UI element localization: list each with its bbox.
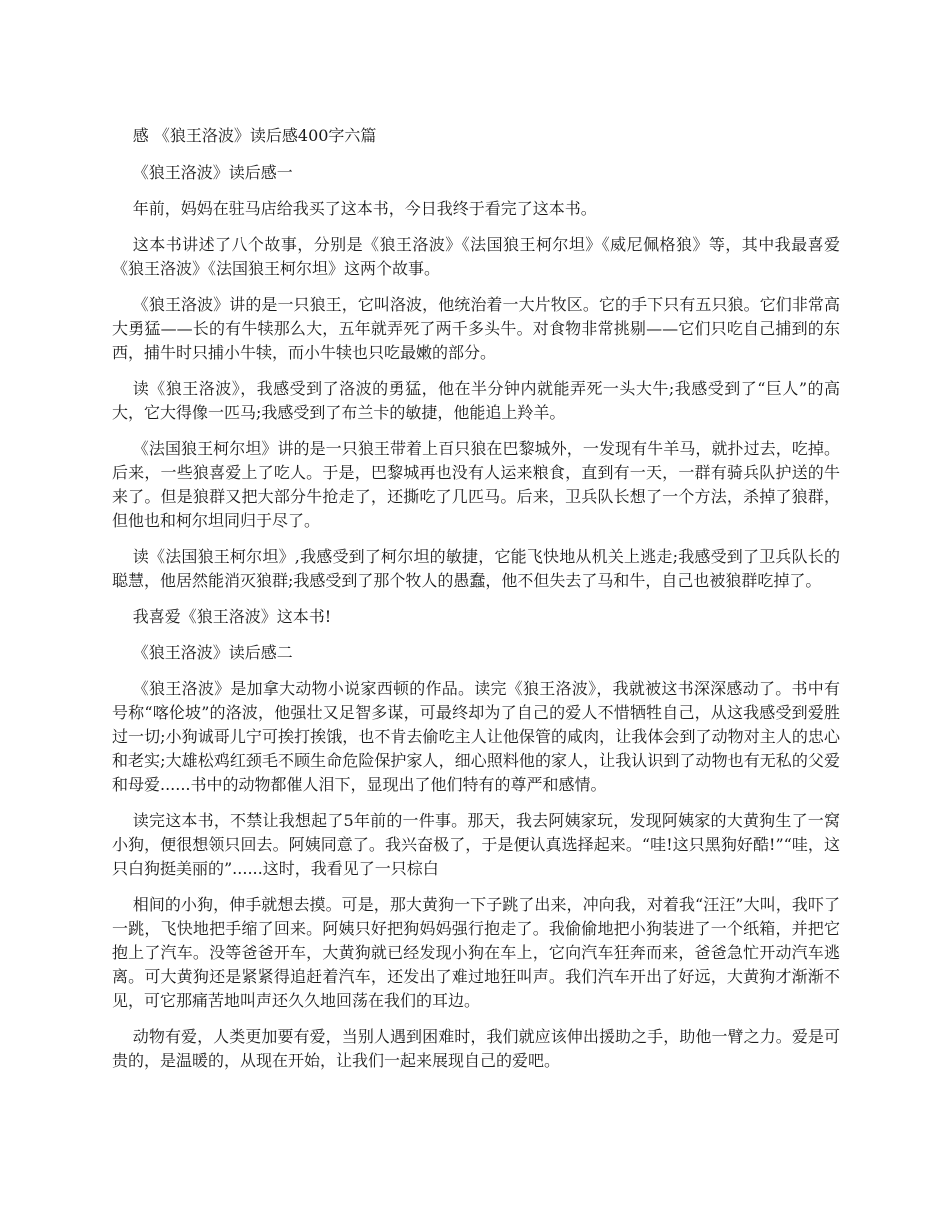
section-heading-1: 《狼王洛波》读后感一: [132, 163, 293, 182]
section-heading-2: 《狼王洛波》读后感二: [132, 643, 293, 662]
paragraph: 读完这本书，不禁让我想起了5年前的一件事。那天，我去阿姨家玩，发现阿姨家的大黄狗生了一窝小狗，便很想领只回去。阿姨同意了。我兴奋极了，于是便认真选择起来。“哇!这只黑狗好酷!”“哇，这只白狗挺美丽的”......这时，我看见了一只棕白: [112, 811, 840, 878]
paragraph: 年前，妈妈在驻马店给我买了这本书，今日我终于看完了这本书。: [132, 199, 597, 218]
paragraph: 我喜爱《狼王洛波》这本书!: [132, 607, 332, 626]
document-title: 感 《狼王洛波》读后感400字六篇: [132, 126, 377, 145]
paragraph: 这本书讲述了八个故事，分别是《狼王洛波》《法国狼王柯尔坦》《威尼佩格狼》等，其中我最喜爱《狼王洛波》《法国狼王柯尔坦》这两个故事。: [112, 235, 840, 278]
paragraph: 《狼王洛波》是加拿大动物小说家西顿的作品。读完《狼王洛波》，我就被这书深深感动了。书中有号称“喀伦坡”的洛波，他强壮又足智多谋，可最终却为了自己的爱人不惜牺牲自己，从这我感受到爱胜过一切;小狗诚哥儿宁可挨打挨饿，也不肯去偷吃主人让他保管的咸肉，让我体会到了动物对主人的忠心和老实;大雄松鸡红颈毛不顾生命危险保护家人，细心照料他的家人，让我认识到了动物也有无私的父爱和母爱......书中的动物都催人泪下，显现出了他们特有的尊严和感情。: [112, 679, 840, 794]
document-page: [112, 124, 840, 1085]
paragraph: 相间的小狗，伸手就想去摸。可是，那大黄狗一下子跳了出来，冲向我，对着我“汪汪”大叫，我吓了一跳，飞快地把手缩了回来。阿姨只好把狗妈妈强行抱走了。我偷偷地把小狗装进了一个纸箱，并把它抱上了汽车。没等爸爸开车，大黄狗就已经发现小狗在车上，它向汽车狂奔而来，爸爸急忙开动汽车逃离。可大黄狗还是紧紧得追赶着汽车，还发出了难过地狂叫声。我们汽车开出了好远，大黄狗才渐渐不见，可它那痛苦地叫声还久久地回荡在我们的耳边。: [112, 895, 840, 1010]
paragraph: 读《法国狼王柯尔坦》,我感受到了柯尔坦的敏捷，它能飞快地从机关上逃走;我感受到了卫兵队长的聪慧，他居然能消灭狼群;我感受到了那个牧人的愚蠢，他不但失去了马和牛，自己也被狼群吃掉了。: [112, 547, 840, 590]
paragraph: 《狼王洛波》讲的是一只狼王，它叫洛波，他统治着一大片牧区。它的手下只有五只狼。它们非常高大勇猛——长的有牛犊那么大，五年就弄死了两千多头牛。对食物非常挑剔——它们只吃自己捕到的东西，捕牛时只捕小牛犊，而小牛犊也只吃最嫩的部分。: [112, 295, 840, 362]
paragraph: 动物有爱，人类更加要有爱，当别人遇到困难时，我们就应该伸出援助之手，助他一臂之力。爱是可贵的，是温暖的，从现在开始，让我们一起来展现自己的爱吧。: [112, 1027, 840, 1070]
paragraph: 《法国狼王柯尔坦》讲的是一只狼王带着上百只狼在巴黎城外，一发现有牛羊马，就扑过去，吃掉。后来，一些狼喜爱上了吃人。于是，巴黎城再也没有人运来粮食，直到有一天，一群有骑兵队护送的牛来了。但是狼群又把大部分牛抢走了，还撕吃了几匹马。后来，卫兵队长想了一个方法，杀掉了狼群，但他也和柯尔坦同归于尽了。: [112, 439, 840, 530]
paragraph: 读《狼王洛波》，我感受到了洛波的勇猛，他在半分钟内就能弄死一头大牛;我感受到了“巨人”的高大，它大得像一匹马;我感受到了布兰卡的敏捷，他能追上羚羊。: [112, 379, 840, 422]
